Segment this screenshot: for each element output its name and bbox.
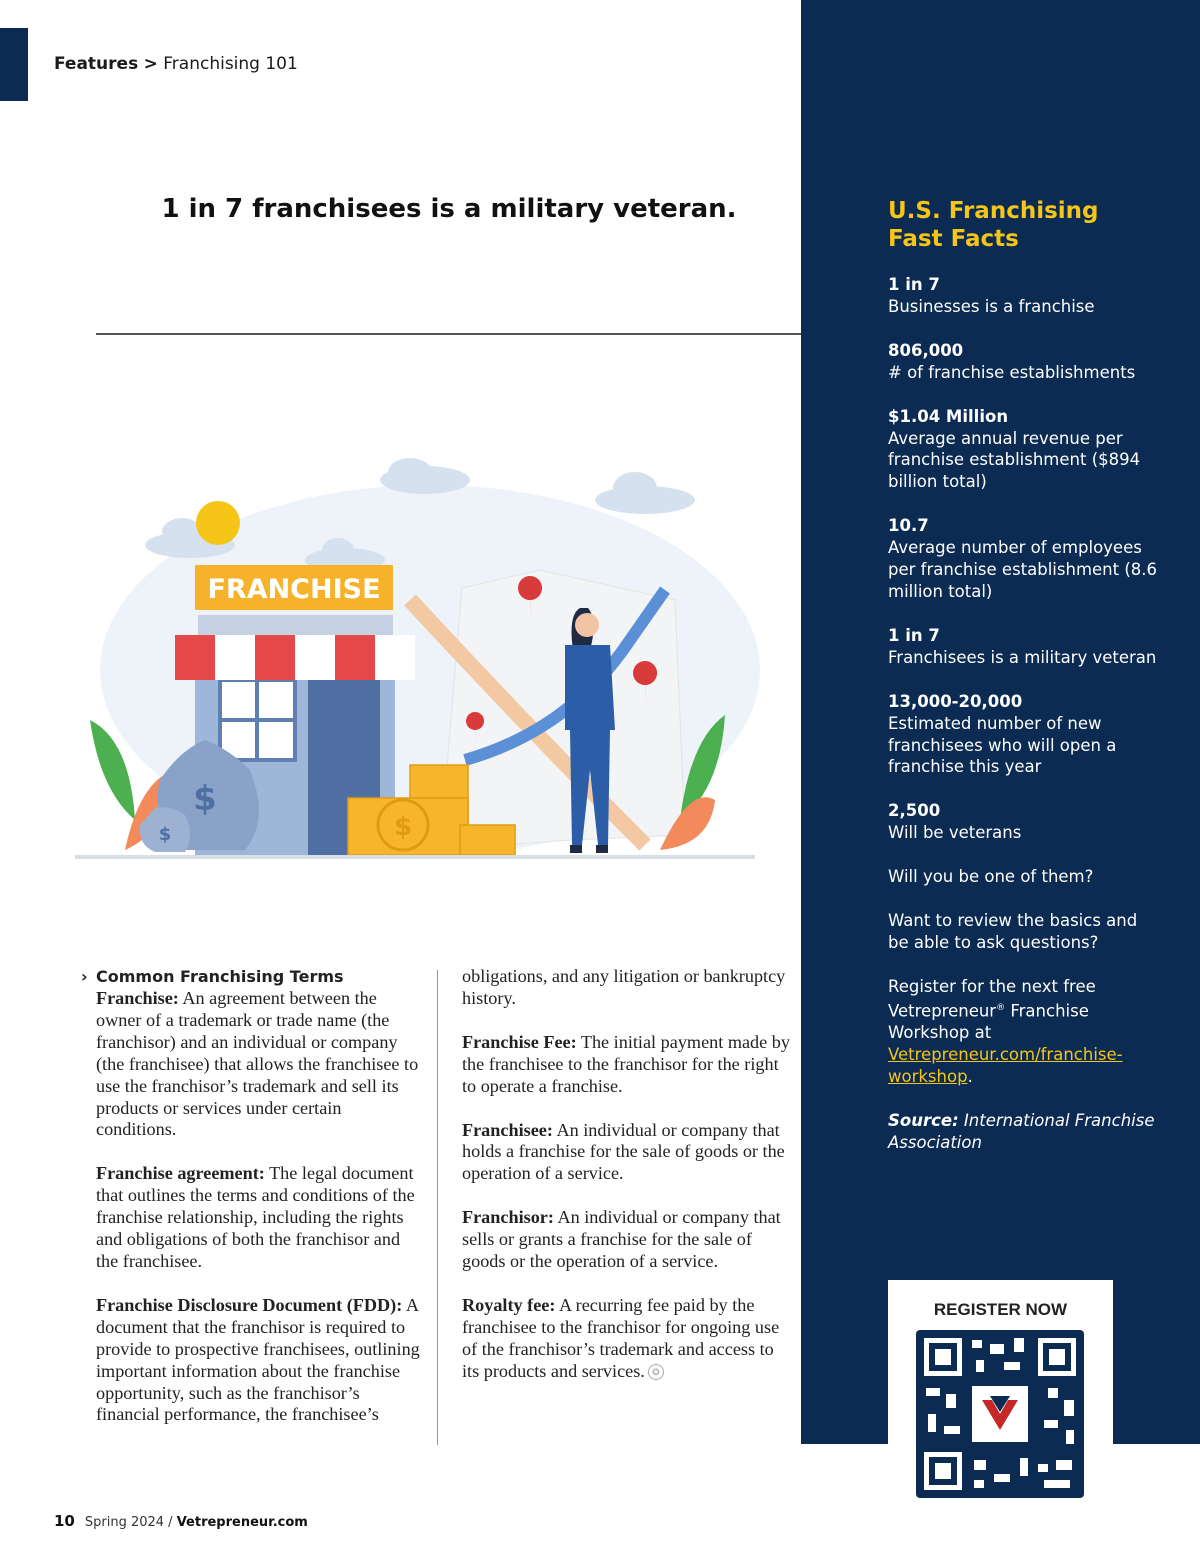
- fact-item: 806,000 # of franchise establishments: [888, 340, 1136, 382]
- term-franchise-fee: Franchise Fee: The initial payment made by the franchisee to the franchisor for the right to operate a franchise.: [462, 1031, 790, 1096]
- page-number: 10: [54, 1512, 75, 1530]
- term-franchisee: Franchisee: An individual or company that holds a franchise for the sale of goods or the operation of a service.: [462, 1119, 785, 1184]
- page-headline: 1 in 7 franchisees is a military veteran.: [161, 194, 737, 224]
- sun-icon: [196, 501, 240, 545]
- fast-facts-title: U.S. Franchising Fast Facts: [888, 198, 1099, 252]
- fact-item: 10.7 Average number of employees per franchise establishment (8.6 million total): [888, 516, 1158, 601]
- sidebar-review-text: Want to review the basics and be able to ask questions?: [888, 911, 1138, 952]
- fact-item: 1 in 7 Businesses is a franchise: [888, 275, 1095, 316]
- svg-text:$: $: [393, 812, 413, 842]
- workshop-link[interactable]: Vetrepreneur.com/franchise-workshop: [888, 1045, 1123, 1086]
- chevron-right-icon: ›: [81, 967, 88, 986]
- terms-column-right: [462, 966, 792, 1405]
- terms-column-left: [81, 966, 426, 1448]
- headline-divider: [96, 333, 802, 335]
- term-royalty-fee: Royalty fee: A recurring fee paid by the franchisee to the franchisor for ongoing use of the franchisor’s trademark and access to its products and services. ✪: [462, 1294, 780, 1381]
- svg-text:$: $: [158, 824, 172, 845]
- fact-item: $1.04 Million Average annual revenue per franchise establishment ($894 billion total): [888, 406, 1141, 492]
- fact-item: 2,500 Will be veterans: [888, 801, 1022, 843]
- section-edge-tab: [0, 28, 28, 101]
- issue-label: Spring 2024 /: [84, 1515, 177, 1530]
- breadcrumb-section[interactable]: Features: [54, 54, 139, 74]
- sidebar-question: Will you be one of them?: [888, 867, 1094, 887]
- sidebar-source: Source: International Franchise Association: [888, 1110, 1155, 1152]
- article-end-icon: ✪: [648, 1364, 664, 1380]
- svg-text:$: $: [193, 779, 217, 819]
- sidebar-register-text: Register for the next free Vetrepreneur® Franchise Workshop at Vetrepreneur.com/franchise-workshop.: [888, 976, 1123, 1086]
- term-franchise-agreement: Franchise agreement: The legal document that outlines the terms and conditions of the franchise relationship, including the rights and obligations of both the franchisor and the franchisee.: [96, 1163, 415, 1271]
- terms-heading: › Common Franchising Terms: [81, 967, 344, 986]
- term-franchisor: Franchisor: An individual or company that sells or grants a franchise for the sale of goods or the operation of a service.: [462, 1207, 781, 1272]
- franchise-storefront-illustration: [70, 440, 760, 880]
- term-franchise: Franchise: An agreement between the owner of a trademark or trade name (the franchisor) and an individual or company (the franchisee) that allows the franchisee to use the franchisor’s trademark and sell its products or services under certain conditions.: [96, 988, 419, 1140]
- footer-site-link[interactable]: Vetrepreneur.com: [176, 1515, 308, 1530]
- breadcrumb-subsection[interactable]: Franchising 101: [163, 54, 298, 74]
- fast-facts-list: [888, 274, 1158, 1176]
- fact-item: 13,000-20,000 Estimated number of new franchisees who will open a franchise this year: [888, 691, 1117, 777]
- franchise-sign-text: FRANCHISE: [207, 574, 381, 605]
- register-now-label: REGISTER NOW: [933, 1300, 1068, 1319]
- term-fdd: Franchise Disclosure Document (FDD): A document that the franchisor is required to provide to prospective franchisees, outlining important information about the franchise opportunity, such as the franchisor’s financial performance, the franchisee’s: [96, 1294, 420, 1425]
- fact-item: 1 in 7 Franchisees is a military veteran: [888, 625, 1157, 667]
- term-fdd-continued: obligations, and any litigation or bankruptcy history.: [462, 966, 786, 1008]
- breadcrumb: [54, 54, 298, 74]
- breadcrumb-separator: >: [143, 54, 158, 74]
- register-qr-card[interactable]: [888, 1280, 1113, 1506]
- column-divider: [437, 970, 438, 1445]
- qr-code-icon[interactable]: [916, 1330, 1084, 1498]
- page-footer: [54, 1512, 308, 1530]
